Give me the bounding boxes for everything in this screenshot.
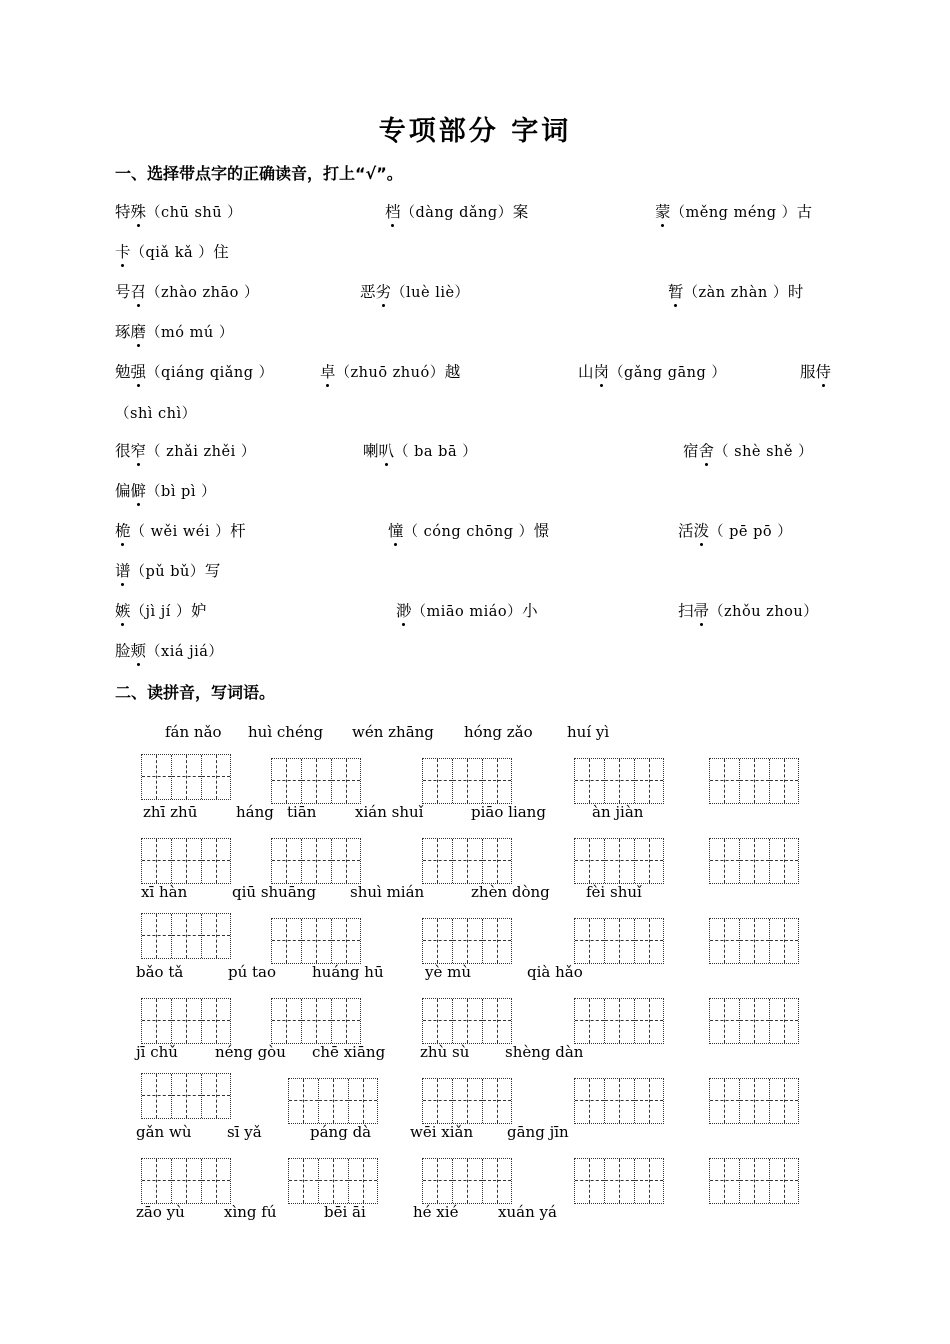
dotted-char: 渺 xyxy=(396,599,412,623)
word-char: 偏 xyxy=(115,482,131,500)
writing-cell[interactable] xyxy=(201,1159,230,1203)
writing-cell[interactable] xyxy=(739,1079,768,1123)
pinyin-label: huáng hū xyxy=(312,963,384,981)
pinyin-label: fán nǎo xyxy=(165,723,222,741)
word-char: 勉 xyxy=(115,363,131,381)
writing-cell[interactable] xyxy=(710,759,739,803)
dotted-char: 岗 xyxy=(594,360,610,384)
pronunciation-options[interactable]: （qiǎ kǎ ） xyxy=(130,245,214,261)
tianzige-grid[interactable] xyxy=(271,998,361,1044)
reading-choice-item xyxy=(115,479,216,504)
dotted-char: 劣 xyxy=(376,280,392,304)
pinyin-label: gǎn wù xyxy=(136,1123,192,1141)
section1-heading: 一、选择带点字的正确读音，打上“√”。 xyxy=(115,164,403,183)
writing-cell[interactable] xyxy=(171,839,200,883)
word-char: 住 xyxy=(213,243,229,261)
pinyin-label: qià hǎo xyxy=(527,963,583,981)
reading-choice-item xyxy=(678,519,792,544)
writing-cell[interactable] xyxy=(452,919,481,963)
writing-cell[interactable] xyxy=(423,1079,452,1123)
word-char: 宿 xyxy=(683,442,699,460)
writing-cell[interactable] xyxy=(634,839,663,883)
pronunciation-options[interactable]: （ ba bā ） xyxy=(394,444,478,460)
reading-choice-item xyxy=(320,360,460,385)
pinyin-label: yè mù xyxy=(425,963,472,981)
tianzige-grid[interactable] xyxy=(709,918,799,964)
writing-cell[interactable] xyxy=(769,1159,798,1203)
dotted-char: 蒙 xyxy=(655,200,671,224)
pronunciation-options[interactable]: （zàn zhàn ） xyxy=(683,285,788,301)
reading-choice-item xyxy=(385,200,528,225)
dotted-char: 窄 xyxy=(131,439,147,463)
writing-cell[interactable] xyxy=(769,999,798,1043)
reading-choice-item xyxy=(363,439,477,464)
dotted-char: 颊 xyxy=(131,639,147,663)
dotted-char: 强 xyxy=(131,360,147,384)
pinyin-label: néng gòu xyxy=(215,1043,286,1061)
pinyin-label: xìng fú xyxy=(224,1203,277,1221)
writing-cell[interactable] xyxy=(634,919,663,963)
word-char: 活 xyxy=(678,522,694,540)
pronunciation-options[interactable]: （měng méng ） xyxy=(670,205,797,221)
reading-choice-item xyxy=(655,200,812,225)
dotted-char: 召 xyxy=(131,280,147,304)
dotted-char: 舍 xyxy=(699,439,715,463)
word-char: 号 xyxy=(115,283,131,301)
tianzige-grid[interactable] xyxy=(574,998,664,1044)
writing-cell[interactable] xyxy=(301,999,330,1043)
tianzige-grid[interactable] xyxy=(141,754,231,800)
writing-cell[interactable] xyxy=(482,1079,511,1123)
reading-choice-item xyxy=(115,599,207,624)
pinyin-label: tiān xyxy=(287,803,317,821)
pinyin-label: xián shuǐ xyxy=(355,803,424,821)
writing-cell[interactable] xyxy=(272,759,301,803)
tianzige-grid[interactable] xyxy=(574,758,664,804)
writing-cell[interactable] xyxy=(201,839,230,883)
word-char: 写 xyxy=(204,562,221,580)
pronunciation-options[interactable]: （ zhǎi zhěi ） xyxy=(146,444,256,460)
dotted-char: 谱 xyxy=(115,559,131,583)
word-char: 越 xyxy=(444,363,461,381)
reading-choice-item xyxy=(360,280,470,305)
tianzige-grid[interactable] xyxy=(574,918,664,964)
section2-heading: 二、读拼音，写词语。 xyxy=(115,683,276,702)
dotted-char: 侍 xyxy=(816,360,832,384)
word-char: 喇 xyxy=(363,442,379,460)
writing-cell[interactable] xyxy=(318,1079,347,1123)
writing-cell[interactable] xyxy=(452,1159,481,1203)
writing-cell[interactable] xyxy=(272,919,301,963)
word-char: 琢 xyxy=(115,323,131,341)
reading-choice-item xyxy=(388,519,549,544)
writing-cell[interactable] xyxy=(423,919,452,963)
tianzige-grid[interactable] xyxy=(141,998,231,1044)
writing-cell[interactable] xyxy=(769,919,798,963)
writing-cell[interactable] xyxy=(575,919,604,963)
writing-cell[interactable] xyxy=(710,919,739,963)
pronunciation-options[interactable]: （bì pì ） xyxy=(146,484,217,500)
writing-cell[interactable] xyxy=(739,839,768,883)
reading-choice-item xyxy=(578,360,726,385)
pinyin-label: chē xiāng xyxy=(312,1043,386,1061)
writing-cell[interactable] xyxy=(171,914,200,958)
writing-cell[interactable] xyxy=(482,759,511,803)
dotted-char: 磨 xyxy=(131,320,147,344)
dotted-char: 僻 xyxy=(131,479,147,503)
writing-cell[interactable] xyxy=(142,999,171,1043)
tianzige-grid[interactable] xyxy=(422,758,512,804)
pronunciation-options[interactable]: （zhǒu zhou） xyxy=(709,604,819,620)
writing-cell[interactable] xyxy=(142,755,171,799)
writing-cell[interactable] xyxy=(331,759,360,803)
writing-cell[interactable] xyxy=(423,759,452,803)
writing-cell[interactable] xyxy=(769,1079,798,1123)
pinyin-label: qiū shuāng xyxy=(232,883,317,901)
pinyin-label: hé xié xyxy=(413,1203,459,1221)
writing-cell[interactable] xyxy=(348,1079,377,1123)
pinyin-label: páng dà xyxy=(310,1123,372,1141)
writing-cell[interactable] xyxy=(331,999,360,1043)
tianzige-grid[interactable] xyxy=(422,1078,512,1124)
writing-cell[interactable] xyxy=(171,755,200,799)
writing-cell[interactable] xyxy=(634,1159,663,1203)
pronunciation-options[interactable]: （zhuō zhuó） xyxy=(335,365,445,381)
tianzige-grid[interactable] xyxy=(709,758,799,804)
pinyin-label: huì chéng xyxy=(248,723,324,741)
pinyin-label: pú tao xyxy=(228,963,277,981)
tianzige-grid[interactable] xyxy=(422,998,512,1044)
writing-cell[interactable] xyxy=(331,839,360,883)
writing-cell[interactable] xyxy=(171,999,200,1043)
reading-choice-item xyxy=(115,639,223,664)
tianzige-grid[interactable] xyxy=(271,918,361,964)
writing-cell[interactable] xyxy=(710,1159,739,1203)
reading-choice-item xyxy=(683,439,813,464)
dotted-char: 殊 xyxy=(131,200,147,224)
reading-choice-item xyxy=(115,401,197,426)
word-char: 很 xyxy=(115,442,131,460)
tianzige-grid[interactable] xyxy=(271,758,361,804)
word-char: 憬 xyxy=(533,522,550,540)
tianzige-grid[interactable] xyxy=(422,1158,512,1204)
writing-cell[interactable] xyxy=(604,839,633,883)
pinyin-label: bēi āi xyxy=(324,1203,366,1221)
dotted-char: 叭 xyxy=(379,439,395,463)
pinyin-label: wēi xiǎn xyxy=(410,1123,474,1141)
writing-cell[interactable] xyxy=(710,999,739,1043)
writing-cell[interactable] xyxy=(575,839,604,883)
pinyin-label: xuán yá xyxy=(498,1203,557,1221)
dotted-char: 桅 xyxy=(115,519,131,543)
writing-cell[interactable] xyxy=(739,999,768,1043)
tianzige-grid[interactable] xyxy=(141,1158,231,1204)
word-char: 服 xyxy=(800,363,816,381)
pronunciation-options[interactable]: （xiá jiá） xyxy=(146,644,224,660)
writing-cell[interactable] xyxy=(575,1079,604,1123)
pinyin-label: sī yǎ xyxy=(227,1123,262,1141)
reading-choice-item xyxy=(800,360,831,384)
tianzige-grid[interactable] xyxy=(709,998,799,1044)
writing-cell[interactable] xyxy=(634,1079,663,1123)
writing-cell[interactable] xyxy=(604,999,633,1043)
reading-choice-item xyxy=(678,599,818,624)
pronunciation-options[interactable]: （ pē pō ） xyxy=(709,524,793,540)
tianzige-grid[interactable] xyxy=(141,838,231,884)
pinyin-label: zāo yù xyxy=(136,1203,185,1221)
writing-cell[interactable] xyxy=(452,759,481,803)
writing-cell[interactable] xyxy=(301,759,330,803)
writing-cell[interactable] xyxy=(634,999,663,1043)
writing-cell[interactable] xyxy=(739,759,768,803)
writing-cell[interactable] xyxy=(423,999,452,1043)
writing-cell[interactable] xyxy=(142,1074,171,1118)
word-char: 特 xyxy=(115,203,131,221)
writing-cell[interactable] xyxy=(301,839,330,883)
writing-cell[interactable] xyxy=(423,1159,452,1203)
reading-choice-item xyxy=(115,439,256,464)
tianzige-grid[interactable] xyxy=(709,838,799,884)
reading-choice-item xyxy=(115,240,229,265)
writing-cell[interactable] xyxy=(452,1079,481,1123)
pronunciation-options[interactable]: （shì chì） xyxy=(115,406,197,422)
word-char: 案 xyxy=(512,203,529,221)
dotted-char: 憧 xyxy=(388,519,404,543)
tianzige-grid[interactable] xyxy=(288,1158,378,1204)
pinyin-label: xī hàn xyxy=(141,883,188,901)
writing-cell[interactable] xyxy=(575,759,604,803)
page-title: 专项部分 字词 xyxy=(378,116,572,147)
writing-cell[interactable] xyxy=(604,1079,633,1123)
pinyin-label: zhī zhū xyxy=(143,803,198,821)
pronunciation-options[interactable]: （mó mú ） xyxy=(146,325,234,341)
tianzige-grid[interactable] xyxy=(288,1078,378,1124)
reading-choice-item xyxy=(115,360,274,385)
pinyin-label: àn jiàn xyxy=(592,803,644,821)
tianzige-grid[interactable] xyxy=(422,838,512,884)
word-char: 小 xyxy=(522,602,538,620)
writing-cell[interactable] xyxy=(289,1079,318,1123)
writing-cell[interactable] xyxy=(423,839,452,883)
tianzige-grid[interactable] xyxy=(271,838,361,884)
tianzige-grid[interactable] xyxy=(574,1158,664,1204)
tianzige-grid[interactable] xyxy=(709,1078,799,1124)
word-char: 妒 xyxy=(191,602,207,620)
writing-cell[interactable] xyxy=(289,1159,318,1203)
writing-cell[interactable] xyxy=(142,1159,171,1203)
pronunciation-options[interactable]: （gǎng gāng ） xyxy=(609,365,727,381)
pinyin-label: hóng zǎo xyxy=(464,723,533,741)
writing-cell[interactable] xyxy=(318,1159,347,1203)
dotted-char: 泼 xyxy=(694,519,710,543)
writing-cell[interactable] xyxy=(739,919,768,963)
word-char: 杆 xyxy=(230,522,246,540)
pinyin-label: gāng jīn xyxy=(507,1123,569,1141)
tianzige-grid[interactable] xyxy=(574,1078,664,1124)
writing-cell[interactable] xyxy=(301,919,330,963)
dotted-char: 嫉 xyxy=(115,599,131,623)
reading-choice-item xyxy=(396,599,538,624)
writing-cell[interactable] xyxy=(272,839,301,883)
writing-cell[interactable] xyxy=(201,999,230,1043)
writing-cell[interactable] xyxy=(769,839,798,883)
writing-cell[interactable] xyxy=(201,755,230,799)
writing-cell[interactable] xyxy=(482,999,511,1043)
writing-cell[interactable] xyxy=(482,1159,511,1203)
reading-choice-item xyxy=(115,320,234,345)
pinyin-label: fèi shuǐ xyxy=(586,883,642,901)
writing-cell[interactable] xyxy=(272,999,301,1043)
reading-choice-item xyxy=(115,280,259,305)
writing-cell[interactable] xyxy=(201,914,230,958)
writing-cell[interactable] xyxy=(142,914,171,958)
word-char: 山 xyxy=(578,363,594,381)
pinyin-label: zhù sù xyxy=(420,1043,470,1061)
writing-cell[interactable] xyxy=(452,999,481,1043)
pinyin-label: zhèn dòng xyxy=(471,883,550,901)
word-char: 恶 xyxy=(360,283,376,301)
writing-cell[interactable] xyxy=(575,1159,604,1203)
pronunciation-options[interactable]: （qiáng qiǎng ） xyxy=(146,365,274,381)
writing-cell[interactable] xyxy=(739,1159,768,1203)
pronunciation-options[interactable]: （ wěi wéi ） xyxy=(130,524,231,540)
writing-cell[interactable] xyxy=(604,919,633,963)
reading-choice-item xyxy=(115,519,246,544)
pronunciation-options[interactable]: （luè liè） xyxy=(391,285,470,301)
pronunciation-options[interactable]: （chū shū ） xyxy=(146,205,243,221)
pronunciation-options[interactable]: （miāo miáo） xyxy=(411,604,523,620)
pronunciation-options[interactable]: （pǔ bǔ） xyxy=(130,564,205,580)
writing-cell[interactable] xyxy=(604,1159,633,1203)
word-char: 脸 xyxy=(115,642,131,660)
writing-cell[interactable] xyxy=(482,919,511,963)
word-char: 扫 xyxy=(678,602,694,620)
pinyin-label: shèng dàn xyxy=(505,1043,584,1061)
pinyin-label: huí yì xyxy=(567,723,610,741)
dotted-char: 帚 xyxy=(694,599,710,623)
writing-cell[interactable] xyxy=(171,1159,200,1203)
writing-cell[interactable] xyxy=(710,839,739,883)
pinyin-label: shuì mián xyxy=(350,883,425,901)
pinyin-label: wén zhāng xyxy=(352,723,434,741)
pronunciation-options[interactable]: （ cóng chōng ） xyxy=(403,524,534,540)
tianzige-grid[interactable] xyxy=(709,1158,799,1204)
writing-cell[interactable] xyxy=(171,1074,200,1118)
writing-cell[interactable] xyxy=(604,759,633,803)
reading-choice-item xyxy=(115,559,220,584)
tianzige-grid[interactable] xyxy=(422,918,512,964)
reading-choice-item xyxy=(668,280,803,305)
pinyin-label: háng xyxy=(236,803,274,821)
writing-cell[interactable] xyxy=(634,759,663,803)
writing-cell[interactable] xyxy=(348,1159,377,1203)
tianzige-grid[interactable] xyxy=(141,1073,231,1119)
writing-cell[interactable] xyxy=(452,839,481,883)
writing-cell[interactable] xyxy=(331,919,360,963)
tianzige-grid[interactable] xyxy=(141,913,231,959)
word-char: 时 xyxy=(787,283,804,301)
writing-cell[interactable] xyxy=(769,759,798,803)
writing-cell[interactable] xyxy=(710,1079,739,1123)
word-char: 古 xyxy=(796,203,813,221)
dotted-char: 暂 xyxy=(668,280,684,304)
pronunciation-options[interactable]: （dàng dǎng） xyxy=(400,205,513,221)
pronunciation-options[interactable]: （jì jí ） xyxy=(130,604,192,620)
pronunciation-options[interactable]: （zhào zhāo ） xyxy=(146,285,259,301)
writing-cell[interactable] xyxy=(482,839,511,883)
pinyin-label: jī chǔ xyxy=(136,1043,178,1061)
reading-choice-item xyxy=(115,200,242,225)
writing-cell[interactable] xyxy=(201,1074,230,1118)
pinyin-label: bǎo tǎ xyxy=(136,963,184,981)
dotted-char: 档 xyxy=(385,200,401,224)
writing-cell[interactable] xyxy=(142,839,171,883)
pronunciation-options[interactable]: （ shè shě ） xyxy=(714,444,814,460)
writing-cell[interactable] xyxy=(575,999,604,1043)
tianzige-grid[interactable] xyxy=(574,838,664,884)
pinyin-label: piāo liang xyxy=(471,803,546,821)
dotted-char: 卓 xyxy=(320,360,336,384)
dotted-char: 卡 xyxy=(115,240,131,264)
